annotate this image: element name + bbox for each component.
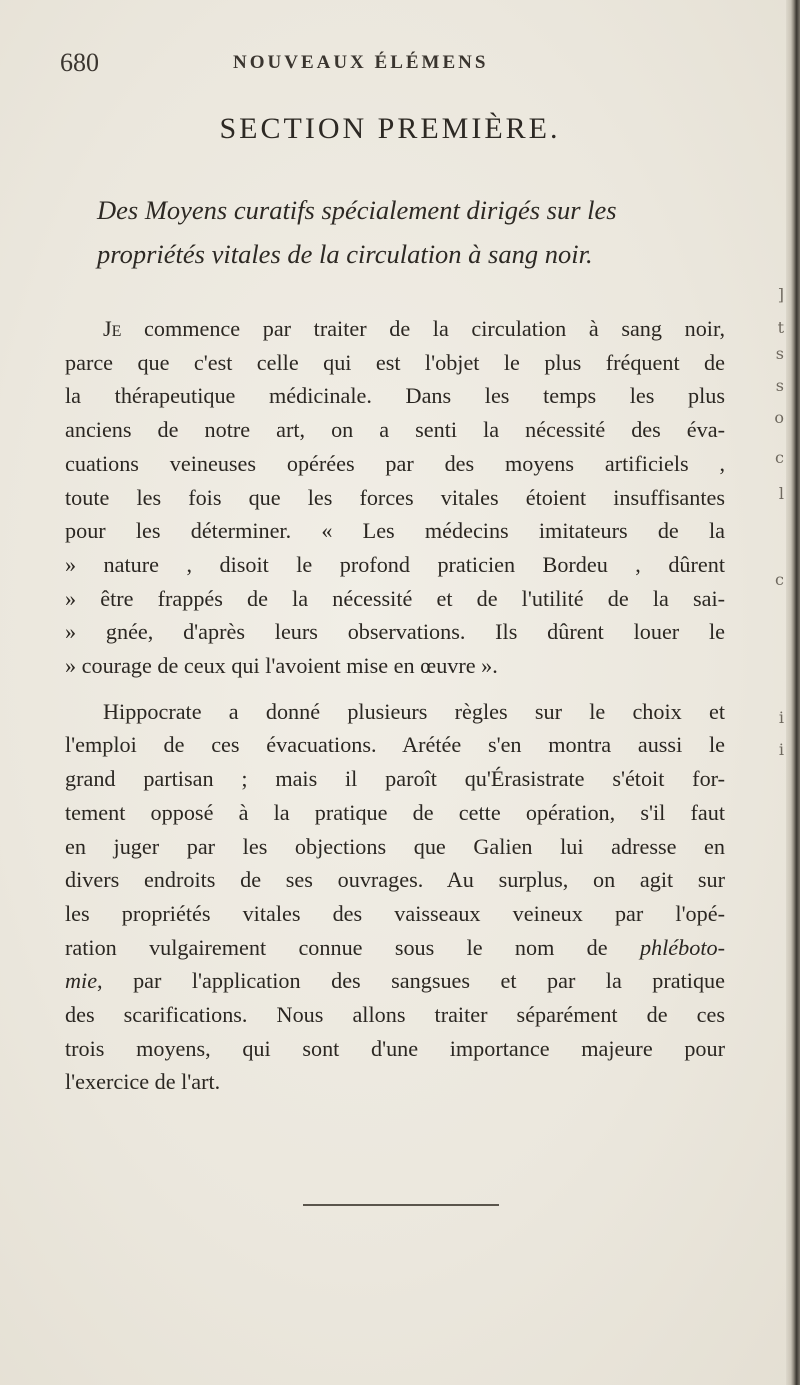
paragraph-line: pour les déterminer. « Les médecins imitateurs de la <box>65 518 725 544</box>
paragraph-line: » nature , disoit le profond praticien Bordeu , dûrent <box>65 551 725 577</box>
subtitle-line: Des Moyens curatifs spécialement dirigés sur les <box>97 195 617 225</box>
margin-mark: i <box>778 708 784 727</box>
paragraph-line: l'emploi de ces évacuations. Arétée s'en montra aussi le <box>65 732 725 758</box>
paragraph-line: trois moyens, qui sont d'une importance majeure pour <box>65 1035 725 1061</box>
paragraph-line: des scarifications. Nous allons traiter séparément de ces <box>65 1002 725 1028</box>
paragraph-line: » gnée, d'après leurs observations. Ils dûrent louer le <box>65 619 725 645</box>
paragraph-line: les propriétés vitales des vaisseaux veineux par l'opé- <box>65 900 725 926</box>
section-subtitle <box>97 188 747 276</box>
running-head <box>60 46 740 80</box>
paragraph-line: anciens de notre art, on a senti la nécessité des éva- <box>65 417 725 443</box>
paragraph-line: Je commence par traiter de la circulation à sang noir, <box>103 316 725 341</box>
margin-mark: s <box>775 344 784 363</box>
paragraph-1 <box>65 312 725 683</box>
paragraph-line: Hippocrate a donné plusieurs règles sur le choix et <box>103 698 725 724</box>
paragraph-line: en juger par les objections que Galien lui adresse en <box>65 833 725 859</box>
paragraph-line: la thérapeutique médicinale. Dans les temps les plus <box>65 383 725 409</box>
bleed-through-margin <box>770 0 784 1385</box>
running-title: NOUVEAUX ÉLÉMENS <box>233 52 489 73</box>
margin-mark: c <box>775 570 784 589</box>
section-title: SECTION PREMIÈRE. <box>219 112 561 145</box>
paragraph-line: divers endroits de ses ouvrages. Au surplus, on agit sur <box>65 867 725 893</box>
paragraph-line: grand partisan ; mais il paroît qu'Érasistrate s'étoit for- <box>65 766 725 792</box>
paragraph-line: ration vulgairement connue sous le nom de phléboto- <box>65 934 725 960</box>
body-text <box>65 312 725 1099</box>
paragraph-2 <box>65 695 725 1099</box>
paragraph-line: » être frappés de la nécessité et de l'utilité de la sai- <box>65 585 725 611</box>
page-edge-shadow <box>786 0 800 1385</box>
paragraph-line: tement opposé à la pratique de cette opération, s'il faut <box>65 799 725 825</box>
margin-mark: i <box>778 740 784 759</box>
margin-mark: t <box>777 318 784 337</box>
paragraph-line: toute les fois que les forces vitales étoient insuffisantes <box>65 484 725 510</box>
margin-mark: o <box>774 408 784 427</box>
paragraph-line: mie, par l'application des sangsues et par la pratique <box>65 968 725 994</box>
subtitle-line: propriétés vitales de la circulation à sang noir. <box>97 239 593 269</box>
drop-word: Je <box>103 316 122 341</box>
margin-mark: ] <box>777 285 784 304</box>
page-number: 680 <box>60 48 99 77</box>
paragraph-line: » courage de ceux qui l'avoient mise en œuvre ». <box>65 653 498 679</box>
margin-mark: c <box>775 448 784 467</box>
paragraph-line: parce que c'est celle qui est l'objet le plus fréquent de <box>65 349 725 375</box>
margin-mark: s <box>775 376 784 395</box>
end-rule <box>303 1204 499 1206</box>
paragraph-line: l'exercice de l'art. <box>65 1069 221 1095</box>
paragraph-line: cuations veineuses opérées par des moyens artificiels , <box>65 450 725 476</box>
margin-mark: l <box>778 484 784 503</box>
